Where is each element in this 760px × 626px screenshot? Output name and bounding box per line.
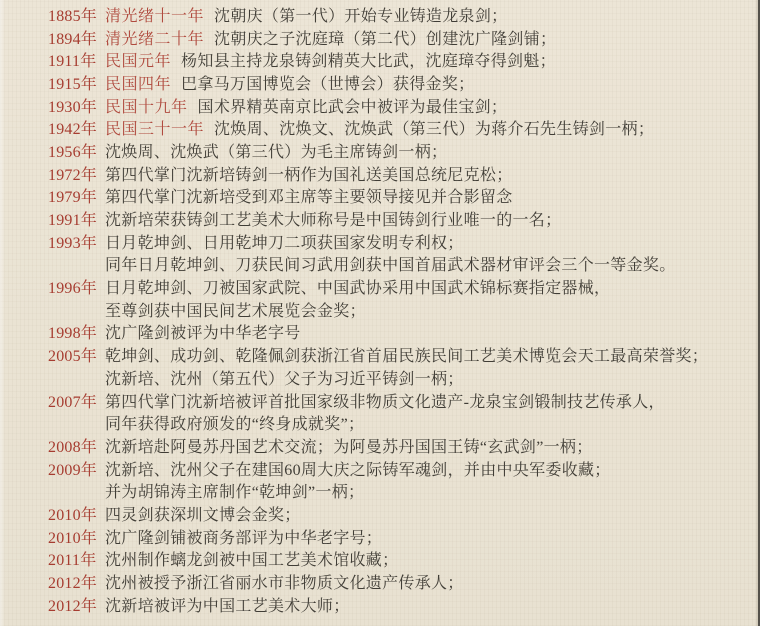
timeline-row <box>48 321 740 344</box>
entry-text: 同年获得政府颁发的“终身成就奖”； <box>105 416 365 434</box>
entry-text: 国术界精英南京比武会中被评为最佳宝剑； <box>197 98 508 116</box>
year-label: 1894年 <box>48 30 98 48</box>
timeline-row <box>48 434 740 457</box>
entry-text: 第四代掌门沈新培受到邓主席等主要领导接见并合影留念 <box>105 189 513 207</box>
timeline-row <box>48 230 740 253</box>
year-label: 1996年 <box>48 280 98 298</box>
timeline-row <box>48 185 740 208</box>
year-label: 2005年 <box>48 348 98 366</box>
entry-text: 沈州被授予浙江省丽水市非物质文化遗产传承人； <box>105 575 464 593</box>
entry-text: 并为胡锦涛主席制作“乾坤剑”一柄； <box>105 484 365 502</box>
year-label: 2012年 <box>48 597 98 615</box>
year-label: 2010年 <box>48 506 98 524</box>
timeline-row <box>48 26 740 49</box>
year-label: 2008年 <box>48 438 98 456</box>
entry-text: 第四代掌门沈新培铸剑一柄作为国礼送美国总统尼克松； <box>105 166 513 184</box>
timeline-row <box>48 3 740 26</box>
timeline-row <box>48 389 740 412</box>
entry-text: 沈焕周、沈焕文、沈焕武（第三代）为蒋介石先生铸剑一柄； <box>214 121 655 139</box>
timeline-row <box>48 525 740 548</box>
entry-text: 日月乾坤剑、日用乾坤刀二项获国家发明专利权； <box>105 234 464 252</box>
entry-text: 沈广隆剑被评为中华老字号 <box>105 325 301 343</box>
entry-text: 巴拿马万国博览会（世博会）获得金奖； <box>181 75 475 93</box>
entry-text: 杨知县主持龙泉铸剑精英大比武，沈庭璋夺得剑魁； <box>181 53 556 71</box>
timeline-row-continuation <box>48 253 740 276</box>
timeline-row <box>48 116 740 139</box>
entry-text: 沈新培、沈州（第五代）父子为习近平铸剑一柄； <box>105 370 464 388</box>
timeline-row <box>48 570 740 593</box>
era-label: 清光绪十一年 <box>105 7 205 25</box>
timeline-row <box>48 275 740 298</box>
entry-text: 四灵剑获深圳文博会金奖； <box>105 506 301 524</box>
timeline-row-continuation <box>48 479 740 502</box>
entry-text: 第四代掌门沈新培被评首批国家级非物质文化遗产-龙泉宝剑锻制技艺传承人， <box>105 393 665 411</box>
timeline-row <box>48 548 740 571</box>
year-label: 1942年 <box>48 121 98 139</box>
timeline-row <box>48 162 740 185</box>
year-label: 2011年 <box>48 552 97 570</box>
year-label: 1991年 <box>48 212 98 230</box>
timeline-row-continuation <box>48 298 740 321</box>
timeline-row <box>48 207 740 230</box>
entry-text: 沈新培被评为中国工艺美术大师； <box>105 597 350 615</box>
entry-text: 沈新培、沈州父子在建国60周大庆之际铸军魂剑，并由中央军委收藏； <box>105 461 611 479</box>
entry-text: 沈朝庆之子沈庭璋（第二代）创建沈广隆剑铺； <box>214 30 557 48</box>
year-label: 1972年 <box>48 166 98 184</box>
timeline-row <box>48 94 740 117</box>
year-label: 2012年 <box>48 575 98 593</box>
year-label: 1930年 <box>48 98 98 116</box>
era-label: 民国元年 <box>105 53 172 71</box>
timeline-row <box>48 343 740 366</box>
entry-text: 沈州制作螭龙剑被中国工艺美术馆收藏； <box>105 552 399 570</box>
year-label: 1993年 <box>48 234 98 252</box>
timeline-row <box>48 48 740 71</box>
era-label: 民国四年 <box>105 75 172 93</box>
year-label: 2009年 <box>48 461 98 479</box>
timeline-row <box>48 139 740 162</box>
entry-text: 沈广隆剑铺被商务部评为中华老字号； <box>105 529 383 547</box>
era-label: 民国三十一年 <box>105 121 205 139</box>
entry-text: 至尊剑获中国民间艺术展览会金奖； <box>105 302 366 320</box>
entry-text: 沈朝庆（第一代）开始专业铸造龙泉剑； <box>214 7 508 25</box>
year-label: 2010年 <box>48 529 98 547</box>
entry-text: 同年日月乾坤剑、刀获民间习武用剑获中国首届武术器材审评会三个一等金奖。 <box>105 257 676 275</box>
timeline-row-continuation <box>48 366 740 389</box>
entry-text: 沈焕周、沈焕武（第三代）为毛主席铸剑一柄； <box>105 143 448 161</box>
year-label: 1911年 <box>48 53 97 71</box>
year-label: 2007年 <box>48 393 98 411</box>
timeline-row <box>48 71 740 94</box>
sword-history-timeline <box>48 3 740 616</box>
year-label: 1915年 <box>48 75 98 93</box>
timeline-row <box>48 457 740 480</box>
timeline-row-continuation <box>48 411 740 434</box>
entry-text: 沈新培荣获铸剑工艺美术大师称号是中国铸剑行业唯一的一名； <box>105 212 562 230</box>
era-label: 民国十九年 <box>105 98 188 116</box>
timeline-row <box>48 502 740 525</box>
entry-text: 日月乾坤剑、刀被国家武院、中国武协采用中国武术锦标赛指定器械， <box>105 280 611 298</box>
year-label: 1956年 <box>48 143 98 161</box>
year-label: 1998年 <box>48 325 98 343</box>
era-label: 清光绪二十年 <box>105 30 205 48</box>
timeline-row <box>48 593 740 616</box>
year-label: 1885年 <box>48 7 98 25</box>
entry-text: 沈新培赴阿曼苏丹国艺术交流；为阿曼苏丹国国王铸“玄武剑”一柄； <box>105 438 593 456</box>
entry-text: 乾坤剑、成功剑、乾隆佩剑获浙江省首届民族民间工艺美术博览会天工最高荣誉奖； <box>105 348 709 366</box>
page-left-highlight <box>0 0 5 626</box>
year-label: 1979年 <box>48 189 98 207</box>
